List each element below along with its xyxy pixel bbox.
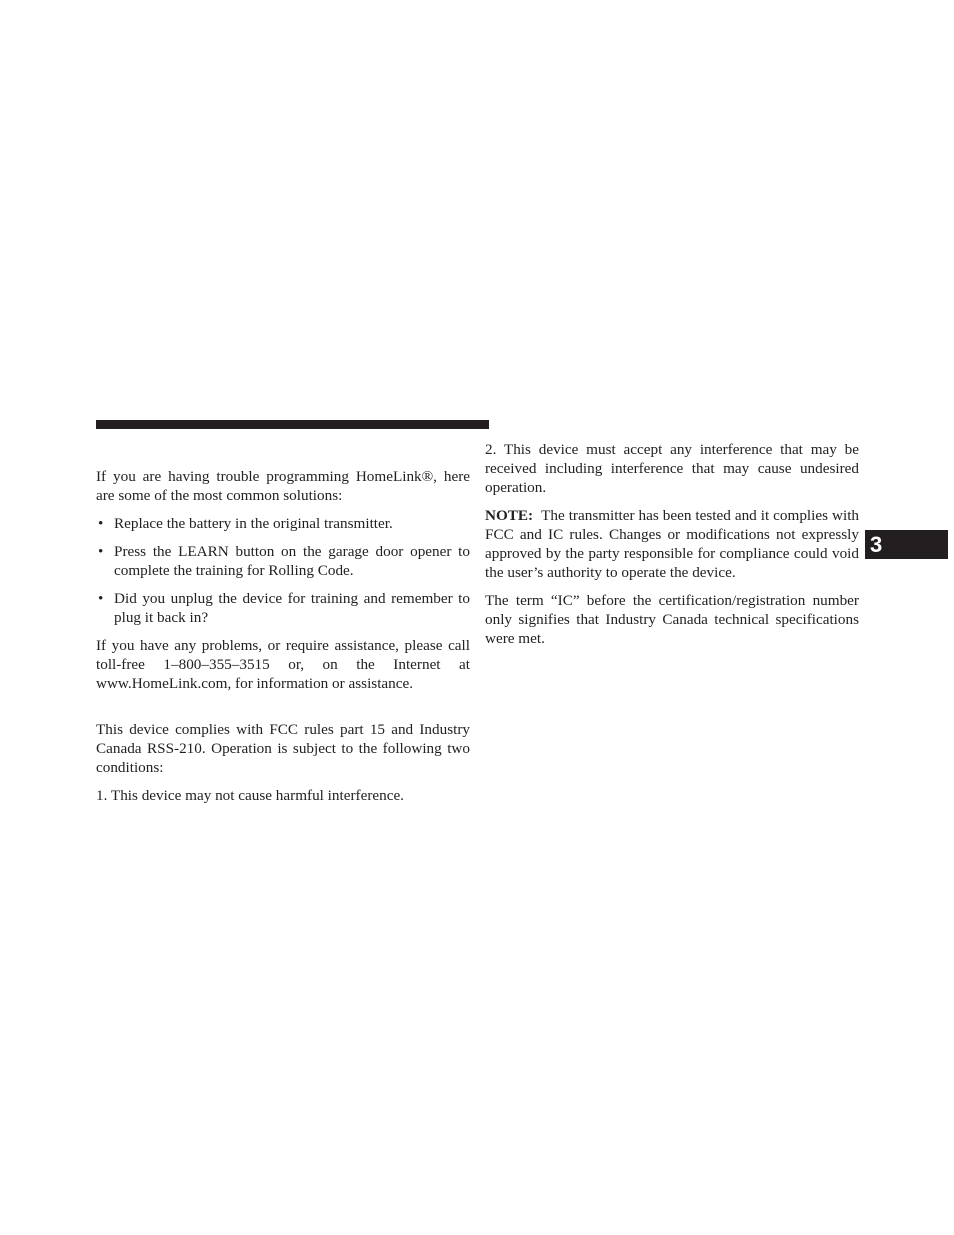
list-item-text: Press the LEARN button on the garage door opener to complete the training for Rolling Code. [114,543,470,579]
note-text: The transmitter has been tested and it complies with FCC and IC rules. Changes or modifications not expressly approved by the party responsible for compliance could void the user’s authority to operate the device. [485,507,860,581]
left-column [96,440,470,805]
bullet-icon: • [98,515,104,532]
condition-2-paragraph: 2. This device must accept any interference that may be received including interference that may cause undesired operation. [485,441,859,496]
list-item [96,514,470,533]
bullet-icon: • [98,590,104,607]
assistance-paragraph: If you have any problems, or require assistance, please call toll-free 1–800–355–3515 or, on the Internet at www.HomeLink.com, for information or assistance. [96,637,470,692]
list-item-text: Replace the battery in the original transmitter. [114,515,393,532]
compliance-paragraph: This device complies with FCC rules part 15 and Industry Canada RSS-210. Operation is subject to the following two conditions: [96,721,470,776]
ic-term-paragraph: The term “IC” before the certification/registration number only signifies that Industry Canada technical specifications were met. [485,592,859,647]
intro-paragraph: If you are having trouble programming HomeLink®, here are some of the most common solutions: [96,468,470,504]
list-item-text: Did you unplug the device for training and remember to plug it back in? [114,590,470,626]
bullet-icon: • [98,543,104,560]
right-column [485,440,859,648]
list-item [96,542,470,580]
chapter-tab: 3 [865,530,948,559]
section-rule [96,420,489,429]
list-item [96,589,470,627]
note-label: NOTE: [485,507,534,524]
note-paragraph [485,506,859,582]
condition-1-paragraph: 1. This device may not cause harmful interference. [96,787,404,804]
